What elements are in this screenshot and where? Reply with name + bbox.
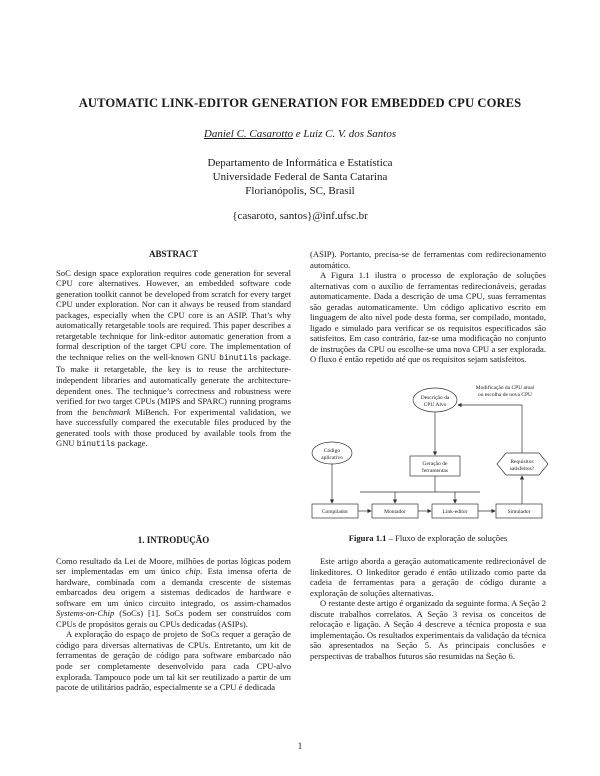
- application-code-label-2: aplicativo: [321, 455, 343, 461]
- authors: [0, 128, 600, 140]
- intro-paragraph-1: [56, 556, 291, 630]
- intro-emphasis-soc: Systems-on-Chip: [56, 608, 115, 619]
- figure-caption-label: Figura 1.1: [348, 533, 387, 543]
- right-paragraph-1: A Figura 1.1 ilustra o processo de exploração de soluções alternativas com o auxílio de ferramentas redirecionáveis, geradas automaticamente. Dada a descrição de uma CPU, suas ferramentas são geradas automaticamente. Um código aplicativo escrito em linguagem de alto nível pode desta forma, ser compilado, montado, ligado e simulado para verificar se os requisitos especificados são satisfeitos. Em caso contrário, faz-se uma modificação no conjunto de instruções da CPU ou escolhe-se uma nova CPU a ser explorada. O fluxo é então repetido até que os requisitos sejam satisfeitos.: [310, 270, 546, 365]
- abstract-text-part4: package.: [117, 438, 148, 449]
- figure-caption-text: – Fluxo de exploração de soluções: [386, 533, 508, 543]
- abstract-text-part3: MiBench. For experimental validation, we have successfully compared the executable files produced by the generated tools with those produced by available tools from the GNU: [56, 406, 291, 449]
- introduction-section: [56, 535, 291, 693]
- feedback-label-line-1: Modificação da CPU atual: [475, 385, 535, 391]
- abstract-text: [56, 268, 291, 451]
- author-2: Luiz C. V. dos Santos: [303, 128, 397, 140]
- cpu-description-label-2: CPU Alvo: [423, 402, 447, 408]
- assembler-label: Montador: [384, 509, 406, 515]
- right-paragraph-3: O restante deste artigo é organizado da seguinte forma. A Seção 2 discute trabalhos correlatos. A Seção 3 revisa os conceitos de relocação e ligação. A Seção 4 descreve a técnica proposta e sua implementação. Os resultados experimentais da validação da técnica são apresentados na Seção 5. As principais conclusões e perspectivas de trabalhos futuros são resumidas na Seção 6.: [310, 598, 546, 661]
- abstract-code-binutils: binutils: [219, 353, 258, 363]
- arrow-requirements-feedback: [458, 405, 522, 453]
- intro-p1-part3: (SoCs) [1]. SoCs podem ser construídos com CPUs de propósitos gerais ou CPUs dedicadas (ASIPs).: [56, 608, 291, 629]
- right-column-top: [310, 249, 546, 365]
- abstract-text-part2: package. To make it retargetable, the key is to reuse the architecture-independent libraries and automatically generate the architecture-dependent ones. The technique’s correctness and robustness were verified for two target CPUs (MIPS and SPARC) running programs from the: [56, 351, 291, 417]
- author-separator: e: [293, 128, 304, 140]
- right-column-bottom: [310, 556, 546, 661]
- application-code-label-1: Código: [323, 448, 341, 454]
- abstract-code-binutils-2: binutils: [76, 440, 116, 450]
- intro-p1-part1: Como resultado da Lei de Moore, milhões de portas lógicas podem ser implementadas em um único: [56, 555, 291, 577]
- simulator-label: Simulador: [507, 509, 531, 515]
- compiler-label: Compilador: [321, 509, 349, 515]
- author-1: Daniel C. Casarotto: [203, 128, 294, 140]
- affiliation-university: Universidade Federal de Santa Catarina: [212, 171, 388, 183]
- abstract-section: [56, 249, 291, 451]
- cpu-description-label-1: Descrição da: [420, 395, 450, 401]
- paper-title: AUTOMATIC LINK-EDITOR GENERATION FOR EMBEDDED CPU CORES: [78, 96, 522, 110]
- intro-heading: 1. INTRODUÇÃO: [137, 535, 210, 545]
- right-paragraph-0: (ASIP). Portanto, precisa-se de ferramentas com redirecionamento automático.: [310, 249, 546, 270]
- abstract-emphasis-benchmark: benchmark: [92, 406, 131, 417]
- intro-p1-part2: . Esta imensa oferta de hardware, combinada com a demanda crescente de sistemas embarcados deu origem a sistemas dedicados de hardware e software em um único circuito integrado, os assim-chamados: [56, 566, 291, 608]
- tool-generation-label-2: ferramentas: [422, 468, 448, 474]
- requirements-label-1: Requisitos: [510, 459, 534, 465]
- linker-label: Link-editor: [442, 509, 468, 515]
- affiliation-city: Florianópolis, SC, Brasil: [245, 185, 355, 197]
- requirements-label-2: satisfeitos?: [509, 466, 535, 472]
- feedback-label-line-2: ou escolha de nova CPU: [477, 392, 533, 398]
- page-number: 1: [297, 741, 303, 751]
- abstract-text-part1: SoC design space exploration requires code generation for several CPU core alternatives. However, an embedded software code generation toolkit cannot be developed from scratch for every target CPU under exploration. Nor can it always be reused from standard packages, especially when the CPU core is an ASIP. That’s why automatically retargetable tools are required. This paper describes a retargetable technique for link-editor automatic generation from a formal description of the target CPU core. The implementation of the technique relies on the well-known GNU: [56, 267, 291, 362]
- figure-flow-diagram: [310, 380, 550, 520]
- tool-generation-label-1: Geração de: [422, 461, 448, 467]
- right-paragraph-2: Este artigo aborda a geração automaticamente redirecionável de linkeditores. O linkeditor gerado é então utilizado como parte da cadeia de ferramentas para a geração de código durante a exploração de soluções alternativas.: [310, 556, 546, 598]
- abstract-heading: ABSTRACT: [148, 249, 198, 259]
- figure-caption: [310, 533, 546, 543]
- intro-paragraph-2: A exploração do espaço de projeto de SoCs requer a geração de código para diversas alternativas de CPUs. Entretanto, um kit de ferramentas de geração de código para software embarcado não pode ser completamente desenvolvido para cada CPU-alvo explorada. Tampouco pode um tal kit ser reutilizado a partir de um pacote de utilitários padrão, especialmente se a CPU é dedicada: [56, 629, 291, 693]
- email: {casaroto, santos}@inf.ufsc.br: [232, 210, 368, 222]
- affiliation-department: Departamento de Informática e Estatística: [207, 157, 393, 169]
- intro-emphasis-chip: chip: [185, 566, 201, 577]
- affiliation: [0, 156, 600, 198]
